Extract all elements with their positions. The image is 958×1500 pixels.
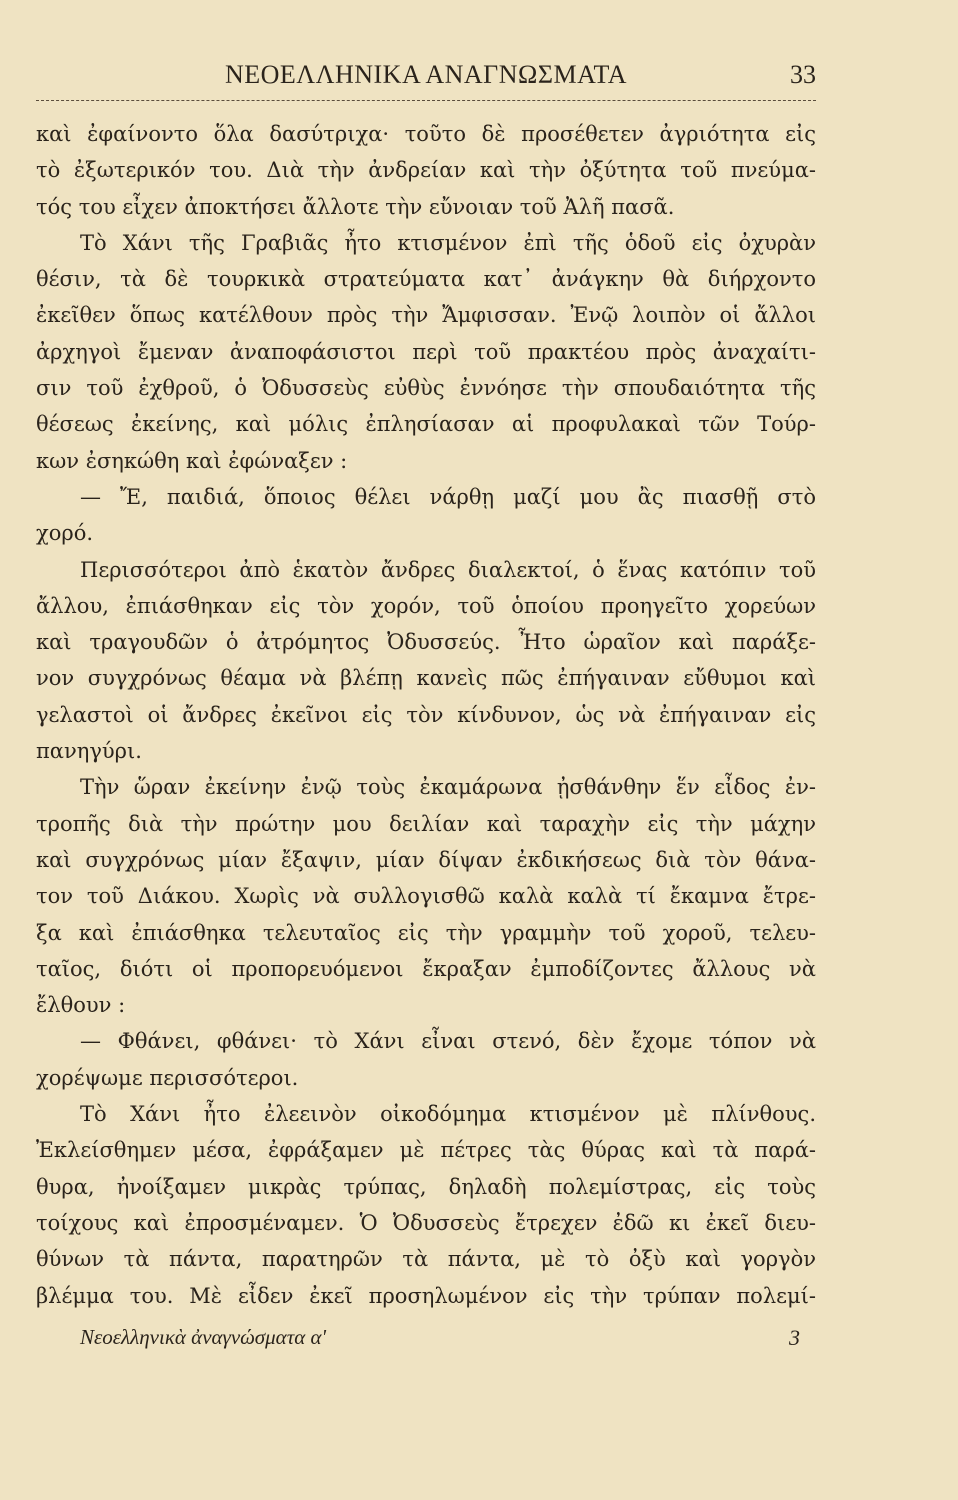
text-line: Ἐκλείσθημεν μέσα, ἐφράξαμεν μὲ πέτρες τὰς θύρας καὶ τὰ παρά- [36, 1138, 816, 1163]
text-line: — Φθάνει, φθάνει· τὸ Χάνι εἶναι στενό, δὲν ἔχομε τόπον νὰ [80, 1029, 816, 1054]
text-line: τὸ ἐξωτερικόν του. Διὰ τὴν ἀνδρείαν καὶ τὴν ὀξύτητα τοῦ πνεύμα- [36, 158, 816, 183]
page-header [36, 60, 816, 100]
header-rule [36, 100, 816, 101]
text-line: σιν τοῦ ἐχθροῦ, ὁ Ὀδυσσεὺς εὐθὺς ἐννόησε τὴν σπουδαιότητα τῆς [36, 376, 816, 401]
text-line: βλέμμα του. Μὲ εἶδεν ἐκεῖ προσηλωμένον εἰς τὴν τρύπαν πολεμί- [36, 1283, 816, 1308]
text-line: νον συγχρόνως θέαμα νὰ βλέπῃ κανεὶς πῶς ἐπήγαιναν εὔθυμοι καὶ [36, 666, 816, 691]
text-line: ταῖος, διότι οἱ προπορευόμενοι ἔκραξαν ἐμποδίζοντες ἄλλους νὰ [36, 956, 816, 981]
text-line: ξα καὶ ἐπιάσθηκα τελευταῖος εἰς τὴν γραμμὴν τοῦ χοροῦ, τελευ- [36, 920, 816, 945]
page-footer [80, 1325, 800, 1355]
text-line: θύνων τὰ πάντα, παρατηρῶν τὰ πάντα, μὲ τὸ ὀξὺ καὶ γοργὸν [36, 1247, 816, 1272]
page-number: 33 [790, 60, 816, 89]
running-head: ΝΕΟΕΛΛΗΝΙΚΑ ΑΝΑΓΝΩΣΜΑΤΑ [224, 60, 628, 89]
text-line: ἐκεῖθεν ὅπως κατέλθουν πρὸς τὴν Ἄμφισσαν. Ἐνῷ λοιπὸν οἱ ἄλλοι [36, 303, 816, 328]
text-line: θυρα, ἠνοίξαμεν μικρὰς τρύπας, δηλαδὴ πολεμίστρας, εἰς τοὺς [36, 1174, 816, 1199]
text-line: χορό. [36, 521, 94, 546]
text-line: τός του εἶχεν ἀποκτήσει ἄλλοτε τὴν εὔνοιαν τοῦ Ἀλῆ πασᾶ. [36, 194, 675, 219]
signature-mark: 3 [789, 1325, 800, 1350]
text-line: τοίχους καὶ ἐπροσμέναμεν. Ὁ Ὀδυσσεὺς ἔτρεχεν ἐδῶ κι ἐκεῖ διευ- [36, 1210, 816, 1235]
text-line: κων ἐσηκώθη καὶ ἐφώναξεν : [36, 448, 348, 473]
text-line: γελαστοὶ οἱ ἄνδρες ἐκεῖνοι εἰς τὸν κίνδυνον, ὡς νὰ ἐπήγαιναν εἰς [36, 702, 816, 727]
text-line: Τὴν ὥραν ἐκείνην ἐνῷ τοὺς ἐκαμάρωνα ᾐσθάνθην ἕν εἶδος ἐν- [80, 775, 816, 800]
text-line: Τὸ Χάνι ἦτο ἐλεεινὸν οἰκοδόμημα κτισμένον μὲ πλίνθους. [80, 1102, 816, 1127]
text-line: πανηγύρι. [36, 739, 142, 764]
text-line: τον τοῦ Διάκου. Χωρὶς νὰ συλλογισθῶ καλὰ καλὰ τί ἔκαμνα ἔτρε- [36, 884, 816, 909]
text-line: τροπῆς διὰ τὴν πρώτην μου δειλίαν καὶ ταραχὴν εἰς τὴν μάχην [36, 811, 816, 836]
printer-signature: Νεοελληνικὰ ἀναγνώσματα α' [80, 1325, 327, 1349]
text-line: θέσιν, τὰ δὲ τουρκικὰ στρατεύματα κατ᾽ ἀνάγκην θὰ διήρχοντο [36, 267, 816, 292]
text-line: καὶ τραγουδῶν ὁ ἀτρόμητος Ὀδυσσεύς. Ἦτο ὡραῖον καὶ παράξε- [36, 630, 816, 655]
text-line: χορέψωμε περισσότεροι. [36, 1065, 299, 1090]
text-line: ἀρχηγοὶ ἔμεναν ἀναποφάσιστοι περὶ τοῦ πρακτέου πρὸς ἀναχαίτι- [36, 339, 816, 364]
text-line: καὶ ἐφαίνοντο ὅλα δασύτριχα· τοῦτο δὲ προσέθετεν ἀγριότητα εἰς [36, 122, 816, 146]
body-text [36, 116, 816, 1314]
text-line: ἔλθουν : [36, 993, 126, 1018]
text-line: ἄλλου, ἐπιάσθηκαν εἰς τὸν χορόν, τοῦ ὁποίου προηγεῖτο χορεύων [36, 593, 816, 618]
text-line: καὶ συγχρόνως μίαν ἔξαψιν, μίαν δίψαν ἐκδικήσεως διὰ τὸν θάνα- [36, 847, 816, 872]
text-line: Περισσότεροι ἀπὸ ἑκατὸν ἄνδρες διαλεκτοί, ὁ ἕνας κατόπιν τοῦ [80, 557, 816, 582]
text-line: — Ἔ, παιδιά, ὅποιος θέλει νάρθῃ μαζί μου ἂς πιασθῇ στὸ [80, 484, 816, 509]
text-line: θέσεως ἐκείνης, καὶ μόλις ἐπλησίασαν αἱ προφυλακαὶ τῶν Τούρ- [36, 412, 816, 437]
text-line: Τὸ Χάνι τῆς Γραβιᾶς ἦτο κτισμένον ἐπὶ τῆς ὁδοῦ εἰς ὀχυρὰν [80, 230, 816, 255]
